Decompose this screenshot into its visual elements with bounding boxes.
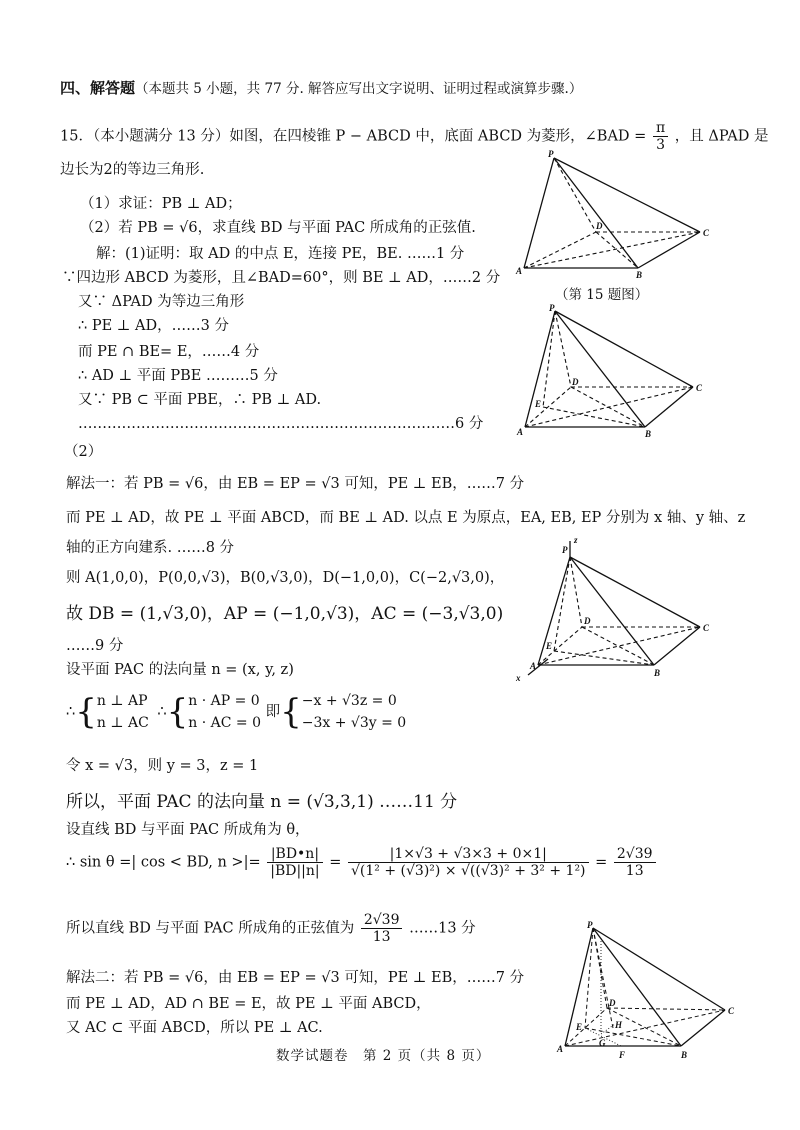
method1-conclusion <box>66 912 476 956</box>
question-2: （2）若 PB = √6，求直线 BD 与平面 PAC 所成角的正弦值. <box>80 220 476 236</box>
solution-line-1: 解：(1)证明：取 AD 的中点 E，连接 PE，BE. ……1 分 <box>96 246 465 262</box>
label-D: D <box>584 616 591 626</box>
sys1-b: n ⊥ AC <box>96 715 149 731</box>
label-x: x <box>516 673 521 683</box>
label-E: E <box>576 1022 583 1032</box>
sys3-b: −3x + √3y = 0 <box>301 715 407 731</box>
method1-line-1: 解法一：若 PB = √6，由 EB = EP = √3 可知，PE ⊥ EB，……7 分 <box>66 476 525 492</box>
equals-2: = <box>595 854 608 871</box>
sin-f1-num: |BD•n| <box>267 846 322 863</box>
conclusion-frac <box>361 912 403 945</box>
label-A: A <box>516 266 523 276</box>
label-A: A <box>557 1044 564 1054</box>
label-E: E <box>535 399 542 409</box>
pyramid-3-svg <box>508 535 718 685</box>
label-P: P <box>562 545 568 555</box>
method1-line-2: 而 PE ⊥ AD，故 PE ⊥ 平面 ABCD，而 BE ⊥ AD. 以点 E 为原点，EA, EB, EP 分别为 x 轴、y 轴、z <box>66 510 746 526</box>
solution-line-3: 又∵ ΔPAD 为等边三角形 <box>78 294 245 310</box>
angle-fraction <box>653 120 668 153</box>
label-C: C <box>703 623 710 633</box>
sin-f3-den: 13 <box>625 863 644 879</box>
brace-3: { <box>280 692 302 732</box>
sin-f2-den: √(1² + (√3)²) × √((√3)² + 3² + 1²) <box>351 863 586 879</box>
frac-num: π <box>653 120 668 137</box>
label-H: H <box>615 1020 623 1030</box>
conclusion-num: 2√39 <box>361 912 403 929</box>
sys1-a: n ⊥ AP <box>96 693 148 709</box>
method1-normal-vector: 所以，平面 PAC 的法向量 n = (√3,3,1) ……11 分 <box>66 792 458 812</box>
label-D: D <box>609 998 616 1008</box>
label-D: D <box>596 221 603 231</box>
conclusion-score: ……13 分 <box>409 920 476 937</box>
sin-f2-num: |1×√3 + √3×3 + 0×1| <box>348 846 589 863</box>
label-P: P <box>548 149 554 159</box>
method1-vectors: 故 DB = (1,√3,0)，AP = (−1,0,√3)，AC = (−3,√3,0) <box>66 604 504 624</box>
method1-let-x: 令 x = √3，则 y = 3，z = 1 <box>66 758 259 774</box>
pyramid-1-svg <box>510 150 710 280</box>
label-C: C <box>728 1006 735 1016</box>
question-1: （1）求证：PB ⊥ AD； <box>80 196 242 212</box>
sys2-b: n · AC = 0 <box>188 715 261 731</box>
sin-frac-2 <box>348 846 589 879</box>
sys2-a: n · AP = 0 <box>188 693 260 709</box>
label-F: F <box>619 1050 626 1060</box>
brace-1: { <box>75 692 97 732</box>
label-P: P <box>587 920 593 930</box>
solution-line-8: ……………………………………………………………………6 分 <box>78 416 484 432</box>
label-G: G <box>599 1038 606 1048</box>
section-note: （本题共 5 小题，共 77 分. 解答应写出文字说明、证明过程或演算步骤.） <box>135 81 583 97</box>
label-E: E <box>546 641 553 651</box>
method1-line-9: ……9 分 <box>66 638 124 654</box>
label-D: D <box>572 377 579 387</box>
problem-stem-cont: 边长为2的等边三角形. <box>60 162 205 178</box>
figure-pyramid-2 <box>515 305 715 445</box>
solution-line-4: ∴ PE ⊥ AD，……3 分 <box>78 318 229 334</box>
method1-angle-def: 设直线 BD 与平面 PAC 所成角为 θ， <box>66 822 310 838</box>
method2-line-2: 而 PE ⊥ AD，AD ∩ BE = E，故 PE ⊥ 平面 ABCD， <box>66 996 431 1012</box>
equals-1: = <box>329 854 342 871</box>
solution-line-6: ∴ AD ⊥ 平面 PBE ………5 分 <box>78 368 278 384</box>
figure-pyramid-3 <box>508 535 718 685</box>
therefore-symbol-2: ∴ <box>157 704 167 720</box>
system-3 <box>302 690 406 734</box>
sin-frac-1 <box>267 846 322 879</box>
solution-line-2: ∵四边形 ABCD 为菱形，且∠BAD=60°，则 BE ⊥ AD，……2 分 <box>62 270 501 286</box>
solution-line-7: 又∵ PB ⊂ 平面 PBE，∴ PB ⊥ AD. <box>78 392 322 408</box>
frac-den: 3 <box>656 137 665 153</box>
conclusion-den: 13 <box>372 929 391 945</box>
label-A: A <box>530 661 537 671</box>
method1-normal-setup: 设平面 PAC 的法向量 n = (x, y, z) <box>66 662 294 678</box>
conclusion-text: 所以直线 BD 与平面 PAC 所成角的正弦值为 <box>66 920 355 937</box>
therefore-symbol: ∴ <box>66 704 76 720</box>
pyramid-4-svg <box>555 918 745 1066</box>
system-2 <box>188 690 261 734</box>
label-z: z <box>574 535 578 545</box>
method2-line-3: 又 AC ⊂ 平面 ABCD，所以 PE ⊥ AC. <box>66 1020 323 1036</box>
sin-lhs: ∴ sin θ =| cos < BD, n >|= <box>66 854 261 871</box>
problem-stem <box>60 120 768 153</box>
solution-line-5: 而 PE ∩ BE= E，……4 分 <box>78 344 260 360</box>
stem-part-b: ，且 ΔPAD 是 <box>674 128 769 145</box>
part-2-label: （2） <box>64 444 103 460</box>
label-B: B <box>654 668 661 678</box>
equation-system <box>66 690 406 740</box>
section-heading: 四、解答题 <box>60 79 136 97</box>
brace-2: { <box>166 692 189 732</box>
figure-pyramid-1 <box>510 150 710 280</box>
label-C: C <box>696 383 703 393</box>
method2-line-1: 解法二：若 PB = √6，由 EB = EP = √3 可知，PE ⊥ EB，……7 分 <box>66 970 525 986</box>
label-A: A <box>517 427 524 437</box>
label-P: P <box>549 303 555 313</box>
method1-line-3: 轴的正方向建系. ……8 分 <box>66 540 235 556</box>
sin-f3-num: 2√39 <box>614 846 656 863</box>
label-B: B <box>645 429 652 439</box>
figure-pyramid-4 <box>555 918 745 1066</box>
figure-caption: （第 15 题图） <box>555 287 649 303</box>
section-title <box>60 78 582 99</box>
sys3-a: −x + √3z = 0 <box>301 693 397 709</box>
stem-part-a: 15．（本小题满分 13 分）如图，在四棱锥 P − ABCD 中，底面 ABCD 为菱形，∠BAD = <box>60 128 647 145</box>
label-B: B <box>681 1050 688 1060</box>
sine-computation <box>66 846 658 890</box>
page-footer: 数学试题卷 第 2 页（共 8 页） <box>276 1048 491 1064</box>
sin-f1-den: |BD||n| <box>270 863 320 879</box>
label-B: B <box>636 270 643 280</box>
ji-word: 即 <box>265 704 281 720</box>
method1-coordinates: 则 A(1,0,0)，P(0,0,√3)，B(0,√3,0)，D(−1,0,0)，C(−2,√3,0)， <box>66 570 505 586</box>
pyramid-2-svg <box>515 305 715 445</box>
sin-frac-3 <box>614 846 656 879</box>
label-C: C <box>703 228 710 238</box>
system-1 <box>97 690 149 734</box>
